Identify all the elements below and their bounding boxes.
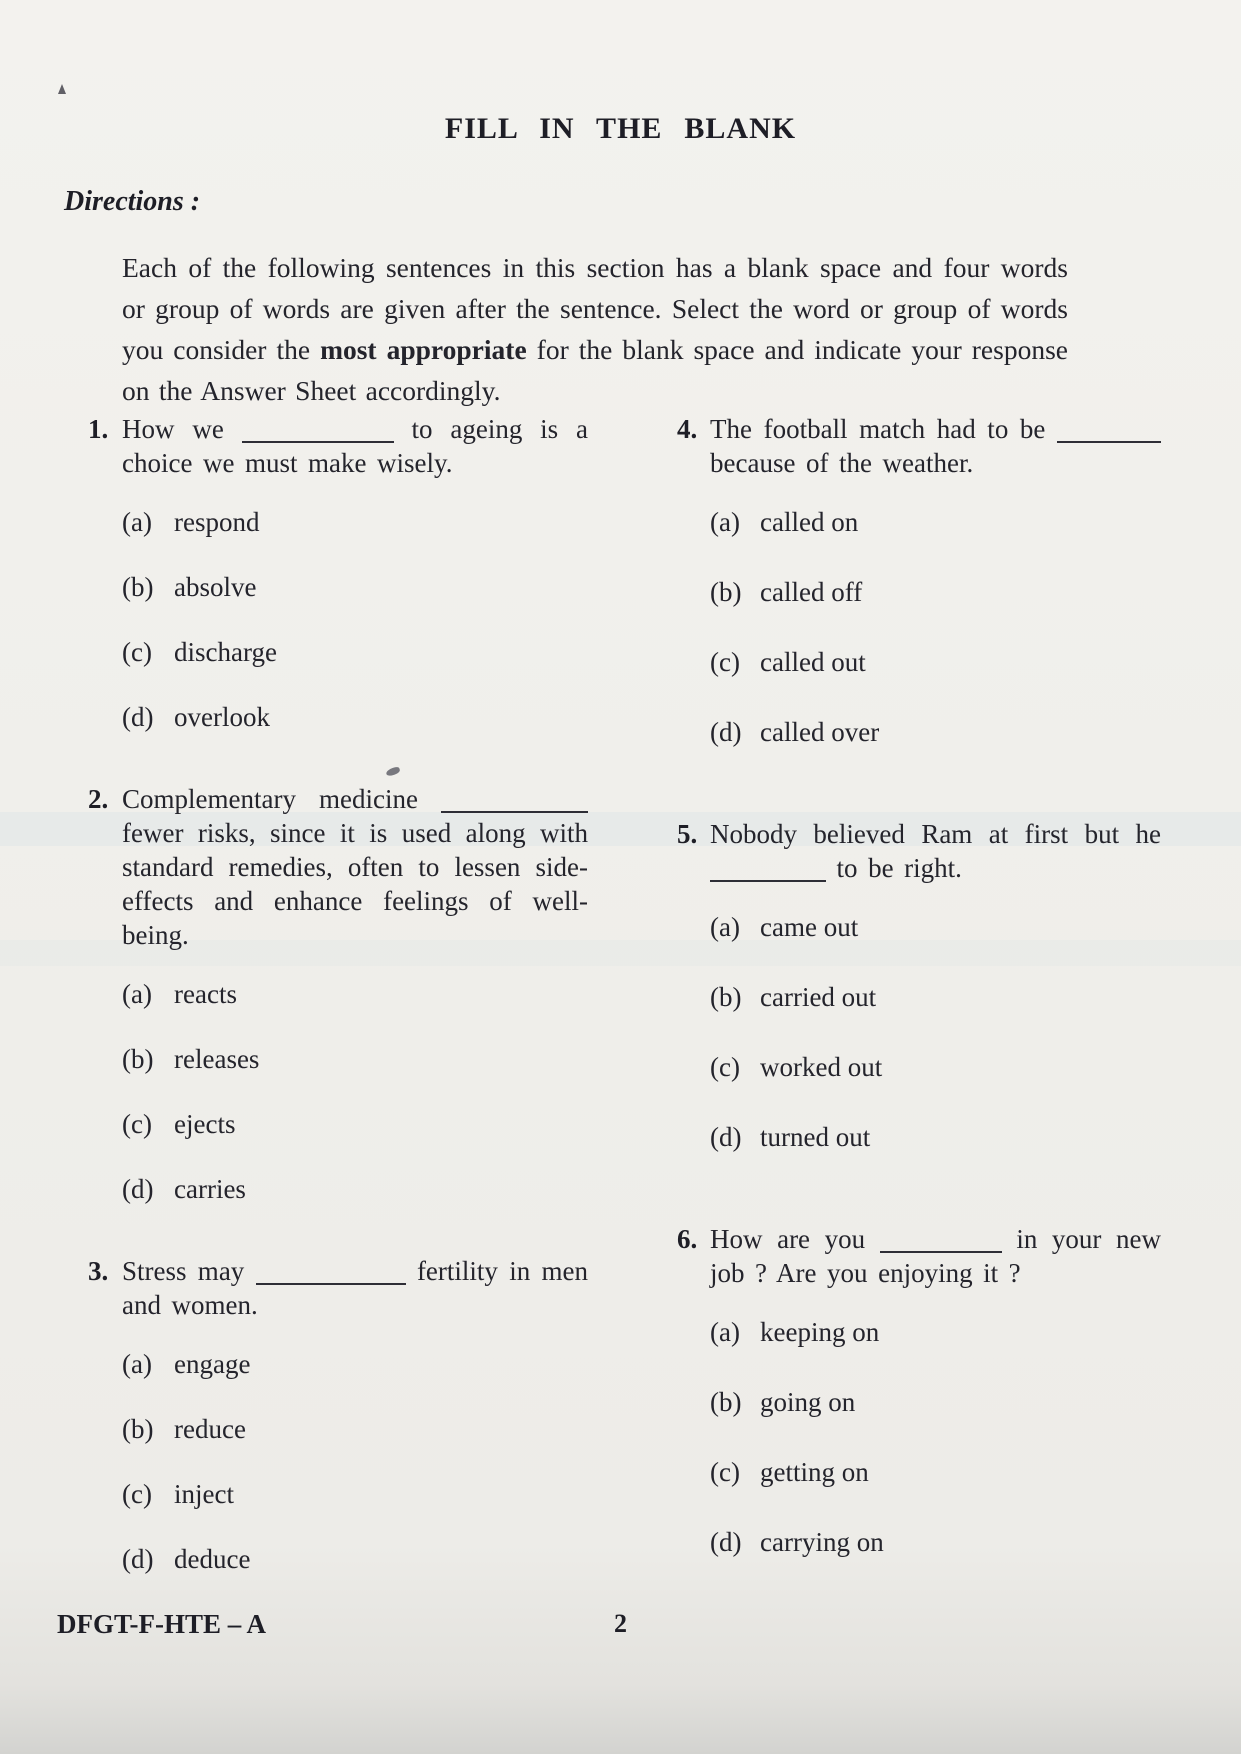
option-label: (a) <box>122 507 152 537</box>
option-text: carrying on <box>760 1527 884 1557</box>
question-text <box>710 817 1161 885</box>
questions-column-left <box>88 412 588 1576</box>
option-label: (a) <box>710 507 740 537</box>
option-text: releases <box>174 1044 260 1074</box>
question-number: 5. <box>677 819 698 849</box>
option-text: carries <box>174 1174 246 1204</box>
option-label: (d) <box>122 1544 154 1574</box>
question-text-after: fertility in men and women. <box>122 1256 589 1320</box>
option-text: discharge <box>174 637 277 667</box>
option-label: (b) <box>122 1414 154 1444</box>
option-label: (a) <box>122 979 152 1009</box>
question-text-before: The football match had to be <box>710 414 1046 444</box>
options-list <box>122 977 588 1206</box>
option-row <box>710 980 1161 1014</box>
option-label: (c) <box>710 647 740 677</box>
directions-text-2: for the blank space and indicate your response on the Answer Sheet accordingly. <box>122 334 1068 406</box>
question-text-before: How we <box>122 414 224 444</box>
option-text: going on <box>760 1387 856 1417</box>
question-5 <box>677 817 1161 1154</box>
question-1 <box>88 412 588 734</box>
option-row <box>710 1120 1161 1154</box>
directions-label: Directions : <box>64 186 201 217</box>
question-text-before: Complementary medicine <box>122 784 418 814</box>
option-row <box>710 505 1161 539</box>
question-text-after: in your new job ? Are you enjoying it ? <box>710 1224 1161 1288</box>
question-3 <box>88 1254 588 1576</box>
blank-line <box>1057 431 1161 443</box>
options-list <box>710 1315 1161 1559</box>
option-label: (d) <box>122 1174 154 1204</box>
option-row <box>122 1477 588 1511</box>
question-2 <box>88 782 588 1206</box>
option-row <box>122 1172 588 1206</box>
option-label: (b) <box>710 982 742 1012</box>
option-text: called out <box>760 647 866 677</box>
option-label: (b) <box>710 1387 742 1417</box>
blank-line <box>441 801 588 813</box>
page-number: 2 <box>614 1609 627 1638</box>
option-label: (c) <box>710 1457 740 1487</box>
ink-speck <box>58 84 66 94</box>
booklet-code: DFGT-F-HTE – A <box>57 1609 267 1639</box>
option-row <box>710 910 1161 944</box>
option-label: (a) <box>710 912 740 942</box>
question-number: 4. <box>677 414 698 444</box>
option-text: called on <box>760 507 859 537</box>
option-row <box>122 505 588 539</box>
option-label: (b) <box>122 1044 154 1074</box>
option-label: (c) <box>122 1479 152 1509</box>
option-text: came out <box>760 912 859 942</box>
option-text: turned out <box>760 1122 871 1152</box>
option-row <box>710 575 1161 609</box>
option-text: called over <box>760 717 880 747</box>
options-list <box>710 505 1161 749</box>
question-number: 1. <box>88 414 109 444</box>
option-text: overlook <box>174 702 270 732</box>
directions-emphasis: most appropriate <box>320 334 527 365</box>
option-row <box>710 1385 1161 1419</box>
option-text: inject <box>174 1479 234 1509</box>
option-row <box>122 1542 588 1576</box>
question-text <box>122 412 588 480</box>
directions-paragraph <box>122 247 1068 411</box>
option-row <box>710 1050 1161 1084</box>
option-label: (c) <box>122 637 152 667</box>
question-number: 6. <box>677 1224 698 1254</box>
option-label: (c) <box>122 1109 152 1139</box>
question-6 <box>677 1222 1161 1559</box>
options-list <box>122 505 588 734</box>
blank-line <box>242 431 394 443</box>
question-text <box>710 1222 1161 1290</box>
option-row <box>710 715 1161 749</box>
section-title: FILL IN THE BLANK <box>444 112 797 145</box>
option-text: keeping on <box>760 1317 880 1347</box>
question-text-after: because of the weather. <box>710 448 974 478</box>
option-row <box>122 1042 588 1076</box>
option-label: (d) <box>122 702 154 732</box>
question-text <box>122 782 588 952</box>
option-text: called off <box>760 577 863 607</box>
blank-line <box>256 1273 406 1285</box>
option-text: worked out <box>760 1052 883 1082</box>
question-text <box>122 1254 588 1322</box>
question-text-after: to be right. <box>836 853 962 883</box>
option-row <box>710 645 1161 679</box>
question-text-after: to ageing is a choice we must make wisely. <box>122 414 588 478</box>
option-row <box>122 1347 588 1381</box>
blank-line <box>710 870 826 882</box>
question-text-before: How are you <box>710 1224 866 1254</box>
option-label: (c) <box>710 1052 740 1082</box>
option-text: ejects <box>174 1109 236 1139</box>
option-label: (b) <box>122 572 154 602</box>
option-text: carried out <box>760 982 877 1012</box>
questions-column-right <box>677 412 1161 1559</box>
option-row <box>122 700 588 734</box>
option-text: deduce <box>174 1544 251 1574</box>
option-text: reacts <box>174 979 237 1009</box>
directions-text-1: Each of the following sentences in this section has a blank space and four words or group of words are given after the sentence. Select the word or group of words you consider the <box>122 252 1068 365</box>
option-label: (d) <box>710 1122 742 1152</box>
question-text-after: fewer risks, since it is used along with standard remedies, often to lessen side-effects and enhance feelings of well-being. <box>122 818 588 950</box>
options-list <box>122 1347 588 1576</box>
question-number: 3. <box>88 1256 109 1286</box>
question-text <box>710 412 1161 480</box>
option-label: (d) <box>710 717 742 747</box>
option-row <box>710 1455 1161 1489</box>
option-text: absolve <box>174 572 257 602</box>
option-text: engage <box>174 1349 251 1379</box>
option-text: respond <box>174 507 260 537</box>
option-row <box>122 1412 588 1446</box>
option-row <box>122 977 588 1011</box>
blank-line <box>880 1241 1002 1253</box>
question-4 <box>677 412 1161 749</box>
option-row <box>710 1525 1161 1559</box>
option-row <box>122 635 588 669</box>
question-text-before: Stress may <box>122 1256 245 1286</box>
question-text-before: Nobody believed Ram at first but he <box>710 819 1161 849</box>
option-row <box>122 570 588 604</box>
option-text: getting on <box>760 1457 869 1487</box>
option-text: reduce <box>174 1414 246 1444</box>
option-label: (d) <box>710 1527 742 1557</box>
option-label: (b) <box>710 577 742 607</box>
question-number: 2. <box>88 784 109 814</box>
option-row <box>710 1315 1161 1349</box>
options-list <box>710 910 1161 1154</box>
option-label: (a) <box>122 1349 152 1379</box>
option-label: (a) <box>710 1317 740 1347</box>
option-row <box>122 1107 588 1141</box>
